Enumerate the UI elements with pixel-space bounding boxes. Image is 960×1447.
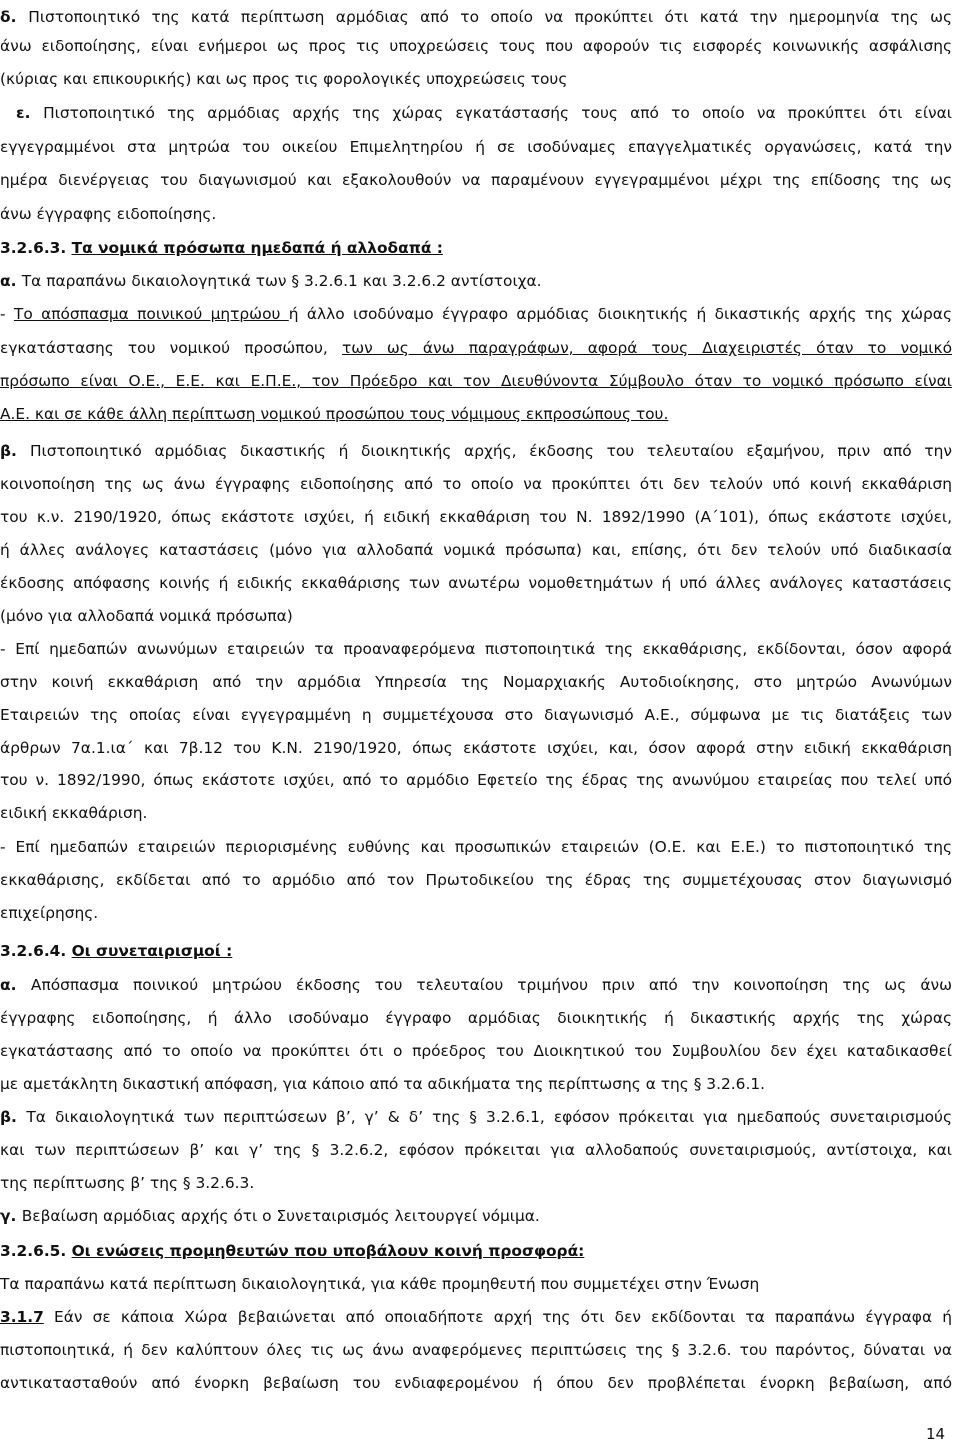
text-run: με αμετάκλητη δικαστική απόφαση, για κάποιο από τα αδικήματα της περίπτωσης α της § 3.2.6.1. <box>0 1075 766 1093</box>
text-run: ή άλλες ανάλογες καταστάσεις (μόνο για αλλοδαπά νομικά πρόσωπα) και, επίσης, ότι δεν τελούν υπό διαδικασία <box>0 541 952 559</box>
text-line <box>0 436 952 466</box>
text-run: ή άλλο ισοδύναμο έγγραφο αρμόδιας διοικητικής ή δικαστικής αρχής της χώρας <box>288 305 952 323</box>
text-line <box>0 31 952 61</box>
text-run: κοινοποίηση της ως άνω έγγραφης ειδοποίησης από το οποίο να προκύπτει ότι δεν τελούν υπό κοινή εκκαθάριση <box>0 475 952 493</box>
text-run: αντικατασταθούν από ένορκη βεβαίωση του ενδιαφερομένου ή όπου δεν προβλέπεται ένορκη βεβαίωση, από <box>0 1374 952 1392</box>
text-run: 3.2.6.3. <box>0 239 72 257</box>
text-line <box>0 399 952 429</box>
text-run: άνω έγγραφης ειδοποίησης. <box>0 205 217 223</box>
text-run: Οι ενώσεις προμηθευτών που υποβάλουν κοινή προσφορά: <box>71 1242 585 1260</box>
text-run: Οι συνεταιρισμοί : <box>71 942 233 960</box>
text-line <box>16 98 952 128</box>
text-run: Εάν σε κάποια Χώρα βεβαιώνεται από οποιαδήποτε αρχή της ότι δεν εκδίδονται τα παραπάνω έγγραφα ή <box>43 1308 952 1326</box>
text-line <box>0 1003 952 1033</box>
text-run: Τα παραπάνω δικαιολογητικά των § 3.2.6.1 και 3.2.6.2 αντίστοιχα. <box>21 272 542 290</box>
text-line <box>0 765 952 795</box>
text-run: Απόσπασμα ποινικού μητρώου έκδοσης του τελευταίου τριμήνου πριν από την κοινοποίηση της ως άνω <box>30 976 952 994</box>
text-run: του κ.ν. 2190/1920, όπως εκάστοτε ισχύει, ή ειδική εκκαθάριση του Ν. 1892/1990 (Α΄101), όπως εκάστοτε ισχύει, <box>0 508 952 526</box>
text-run: εγκατάστασης από το οποίο να προκύπτει ότι ο πρόεδρος του Διοικητικού του Συμβουλίου δεν έχει καταδικασθεί <box>0 1042 952 1060</box>
text-run: των ως άνω παραγράφων, αφορά τους Διαχειριστές όταν το νομικό <box>341 339 952 357</box>
text-line <box>0 199 952 229</box>
text-line <box>0 568 952 598</box>
text-line <box>0 1069 952 1099</box>
text-run: Πιστοποιητικό αρμόδιας δικαστικής ή διοικητικής αρχής, έκδοσης του τελευταίου εξαμήνου, πριν από την <box>29 442 952 460</box>
text-run: 3.2.6.4. <box>0 942 72 960</box>
text-line <box>0 1168 952 1198</box>
text-run: εγκατάστασης του νομικού προσώπου, <box>0 339 342 357</box>
text-line <box>0 601 952 631</box>
text-line <box>0 132 952 162</box>
text-run: - Επί ημεδαπών εταιρειών περιορισμένης ευθύνης και προσωπικών εταιρειών (Ο.Ε. και Ε.Ε.) το πιστοποιητικό της <box>0 838 952 856</box>
text-line <box>0 233 952 263</box>
text-run: (κύριας και επικουρικής) και ως προς τις φορολογικές υποχρεώσεις τους <box>0 70 568 88</box>
text-line <box>0 1201 952 1231</box>
text-line <box>0 469 952 499</box>
text-line <box>0 64 952 94</box>
text-run: πρόσωπο είναι Ο.Ε., Ε.Ε. και Ε.Π.Ε., τον Πρόεδρο και τον Διευθύνοντα Σύμβουλο όταν το νομικό πρόσωπο είναι <box>0 372 952 390</box>
text-line <box>0 266 952 296</box>
text-run: δ. <box>0 8 29 26</box>
text-line <box>0 798 952 828</box>
text-run: και των περιπτώσεων β’ και γ’ της § 3.2.6.2, εφόσον πρόκειται για αλλοδαπούς συνεταιρισμούς, αντίστοιχα, και <box>0 1141 952 1159</box>
text-run: έγγραφης ειδοποίησης, ή άλλο ισοδύναμο έγγραφο αρμόδιας διοικητικής ή δικαστικής αρχής της χώρας <box>0 1009 952 1027</box>
text-run: α. <box>0 976 31 994</box>
text-run: γ. <box>0 1207 22 1225</box>
text-line <box>0 1102 952 1132</box>
text-line <box>0 165 952 195</box>
text-run: πιστοποιητικά, ή δεν καλύπτουν όλες τις ως άνω αναφερόμενες περιπτώσεις της § 3.2.6. του παρόντος, δύναται να <box>0 1341 952 1359</box>
text-run: - <box>0 305 14 323</box>
text-run: εκκαθάρισης, εκδίδεται από το αρμόδιο από τον Πρωτοδικείου της έδρας της συμμετέχουσας στον διαγωνισμό <box>0 871 952 889</box>
text-run: Πιστοποιητικό της κατά περίπτωση αρμόδιας από το οποίο να προκύπτει ότι κατά την ημερομηνία της ως <box>28 8 952 26</box>
text-line <box>0 700 952 730</box>
text-run: ημέρα διενέργειας του διαγωνισμού και εξακολουθούν να παραμένουν εγγεγραμμένοι μέχρι της επίδοσης της ως <box>0 171 952 189</box>
text-run: Τα παραπάνω κατά περίπτωση δικαιολογητικά, για κάθε προμηθευτή που συμμετέχει στην Ένωση <box>0 1275 760 1293</box>
text-line <box>0 634 952 664</box>
text-line <box>0 936 952 966</box>
text-line <box>0 865 952 895</box>
text-run: 3.2.6.5. <box>0 1242 72 1260</box>
text-run: έκδοσης απόφασης κοινής ή ειδικής εκκαθάρισης των ανωτέρω νομοθετημάτων ή υπό άλλες ανάλογες καταστάσεις <box>0 574 952 592</box>
text-line <box>0 299 952 329</box>
text-line <box>0 502 952 532</box>
text-run: Πιστοποιητικό της αρμόδιας αρχής της χώρας εγκατάστασής τους από το οποίο να προκύπτει ότι είναι <box>43 104 952 122</box>
text-run: Εταιρειών της οποίας είναι εγγεγραμμένη η συμμετέχουσα στο διαγωνισμό Α.Ε., σύμφωνα με τις διατάξεις των <box>0 706 952 724</box>
text-run: Βεβαίωση αρμόδιας αρχής ότι ο Συνεταιρισμός λειτουργεί νόμιμα. <box>21 1207 540 1225</box>
text-line <box>0 1135 952 1165</box>
text-line <box>0 333 952 363</box>
text-run: ειδική εκκαθάριση. <box>0 804 148 822</box>
text-line <box>0 2 952 32</box>
page-number: 14 <box>926 1425 946 1443</box>
text-line <box>0 1036 952 1066</box>
text-run: α. <box>0 272 22 290</box>
text-run: του ν. 1892/1990, όπως εκάστοτε ισχύει, από το αρμόδιο Εφετείο της έδρας της ανωνύμου εταιρείας που τελεί υπό <box>0 771 952 789</box>
text-run: επιχείρησης. <box>0 904 99 922</box>
text-run: στην κοινή εκκαθάριση από την αρμόδια Υπηρεσία της Νομαρχιακής Αυτοδιοίκησης, στο μητρώο Ανωνύμων <box>0 673 952 691</box>
text-line <box>0 1368 952 1398</box>
text-run: Τα νομικά πρόσωπα ημεδαπά ή αλλοδαπά : <box>71 239 443 257</box>
text-line <box>0 832 952 862</box>
text-run: Τα δικαιολογητικά των περιπτώσεων β’, γ’ & δ’ της § 3.2.6.1, εφόσον πρόκειται για ημεδαπούς συνεταιρισμούς <box>26 1108 952 1126</box>
text-line <box>0 1302 952 1332</box>
text-run: εγγεγραμμένοι στα μητρώα του οικείου Επιμελητηρίου ή σε ισοδύναμες επαγγελματικές οργανώσεις, κατά την <box>0 138 952 156</box>
text-line <box>0 733 952 763</box>
text-line <box>0 898 952 928</box>
text-line <box>0 667 952 697</box>
text-line <box>0 1335 952 1365</box>
text-line <box>0 366 952 396</box>
text-line <box>0 1269 952 1299</box>
text-run: 3.1.7 <box>0 1308 44 1326</box>
text-run: Α.Ε. και σε κάθε άλλη περίπτωση νομικού προσώπου τους νόμιμους εκπροσώπους του. <box>0 405 669 423</box>
text-run: - Επί ημεδαπών ανωνύμων εταιρειών τα προαναφερόμενα πιστοποιητικά της εκκαθάρισης, εκδίδονται, όσον αφορά <box>0 640 952 658</box>
text-run: Το απόσπασμα ποινικού μητρώου <box>13 305 289 323</box>
text-line <box>0 970 952 1000</box>
text-run: άρθρων 7α.1.ια΄ και 7β.12 του Κ.Ν. 2190/1920, όπως εκάστοτε ισχύει, και, όσον αφορά στην ειδική εκκαθάριση <box>0 739 952 757</box>
text-run: β. <box>0 442 30 460</box>
text-run: της περίπτωσης β’ της § 3.2.6.3. <box>0 1174 255 1192</box>
text-run: άνω ειδοποίησης, είναι ενήμεροι ως προς τις υποχρεώσεις τους που αφορούν τις εισφορές κοινωνικής ασφάλισης <box>0 37 952 55</box>
text-run: ε. <box>16 104 44 122</box>
text-line <box>0 1236 952 1266</box>
text-line <box>0 535 952 565</box>
text-run: β. <box>0 1108 27 1126</box>
text-run: (μόνο για αλλοδαπά νομικά πρόσωπα) <box>0 607 293 625</box>
